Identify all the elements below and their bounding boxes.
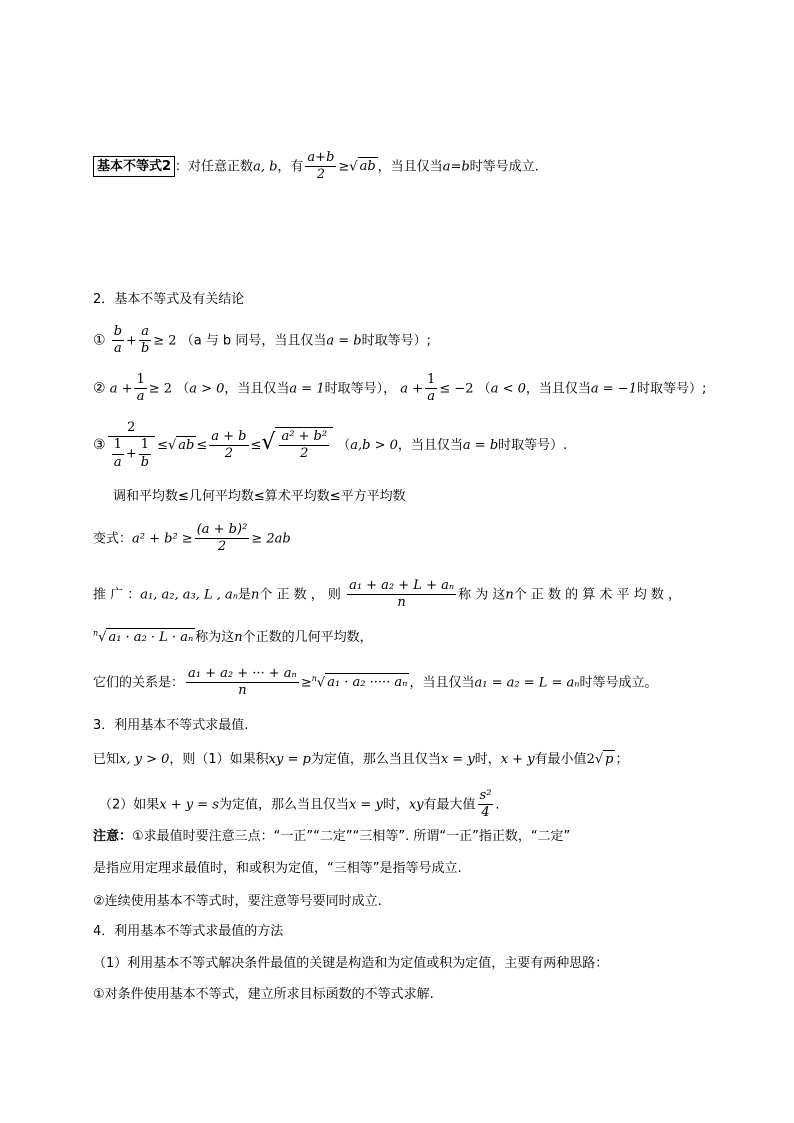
harmonic-mean: 2 $\frac{1}{a}$ + $\frac{1}{b}$ — [108, 420, 156, 471]
generalize-line: 推 广 ：a₁, a₂, a₃, L , aₙ是n个 正 数 ， 则 $\frac{\text{a₁ + a₂ + L + aₙ}}{n}$ 称 为 这n个 正 数 的 算 术 平 均 数 ， — [93, 578, 681, 611]
geometric-mean: ab — [178, 437, 195, 453]
note-line-3: ②连续使用基本不等式时，要注意等号要同时成立. — [93, 894, 382, 909]
variant-line: 变式：a² + b² ≥ $\frac{\text{(a + b)²}}{2}$ ≥ 2ab — [93, 522, 291, 555]
item2-line: ② a + $\frac{1}{a}$ ≥ 2 （a > 0，当且仅当a = 1时取等号）， a + $\frac{1}{a}$ ≤ −2 （a < 0，当且仅当a = −1时取等号）; — [93, 372, 707, 405]
sec4-line-1: （1）利用基本不等式解决条件最值的关键是构造和为定值或积为定值，主要有两种思路： — [93, 956, 609, 971]
item3-line: ③ 2 $\frac{1}{a}$ + $\frac{1}{b}$ ≤√ ab ≤ $\frac{a + b}{2}$ ≤√ $\frac{\text{a² + b²}}{2}$ （a,b > 0，当且仅当a = b时取等号）. — [93, 420, 568, 470]
sec3-p1: 已知x, y > 0，则（1）如果积xy = p为定值，那么当且仅当x = y时，x + y有最小值2√ p ； — [93, 752, 629, 767]
mean-order-line: 调和平均数≤几何平均数≤算术平均数≤平方平均数 — [113, 489, 406, 504]
arithmetic-mean: $\frac{a + b}{2}$ — [211, 428, 247, 461]
theorem2-label: 基本不等式2 — [93, 156, 175, 177]
sec4-line-2: ①对条件使用基本不等式，建立所求目标函数的不等式求解. — [93, 987, 434, 1002]
theorem2-fraction: $\frac{a+b}{2}$ — [307, 150, 335, 183]
theorem2-line: 基本不等式2 ：对任意正数a, b，有 $\frac{a+b}{2}$ ≥√ ab ，当且仅当a=b时等号成立. — [93, 150, 539, 184]
section4-heading: 4．利用基本不等式求最值的方法 — [93, 924, 284, 939]
geometric-line: $^n$√ a₁ · a₂ · L · aₙ 称为这n个正数的几何平均数， — [93, 628, 373, 645]
sec3-p2: （2）如果x + y = s为定值，那么当且仅当x = y时，xy有最大值 $\frac{\text{s²}}{4}$ . — [99, 788, 500, 821]
section2-heading: 2．基本不等式及有关结论 — [93, 292, 245, 307]
section3-heading: 3．利用基本不等式求最值. — [93, 718, 249, 733]
theorem2-sqrt: ab — [359, 159, 376, 175]
note-label: 注意： — [93, 829, 133, 844]
item1-line: ① $\frac{b}{a}$ + $\frac{a}{b}$ ≥ 2 （a 与 b 同号，当且仅当a = b时取等号）; — [93, 324, 431, 357]
relation-line: 它们的关系是： $\frac{\text{a₁ + a₂ + ··· + aₙ}}{n}$ ≥$^n$√ a₁ · a₂ ····· aₙ ，当且仅当a₁ = a₂ = L = aₙ时等号成立。 — [93, 666, 658, 699]
note-line-2: 是指应用定理求最值时，和或积为定值，“三相等”是指等号成立. — [93, 861, 462, 876]
quadratic-mean: $\frac{\text{a² + b²}}{2}$ — [275, 427, 333, 463]
note-line-1: 注意：①求最值时要注意三点：“一正”“二定”“三相等”. 所谓“一正”指正数，“二定” — [93, 829, 571, 844]
